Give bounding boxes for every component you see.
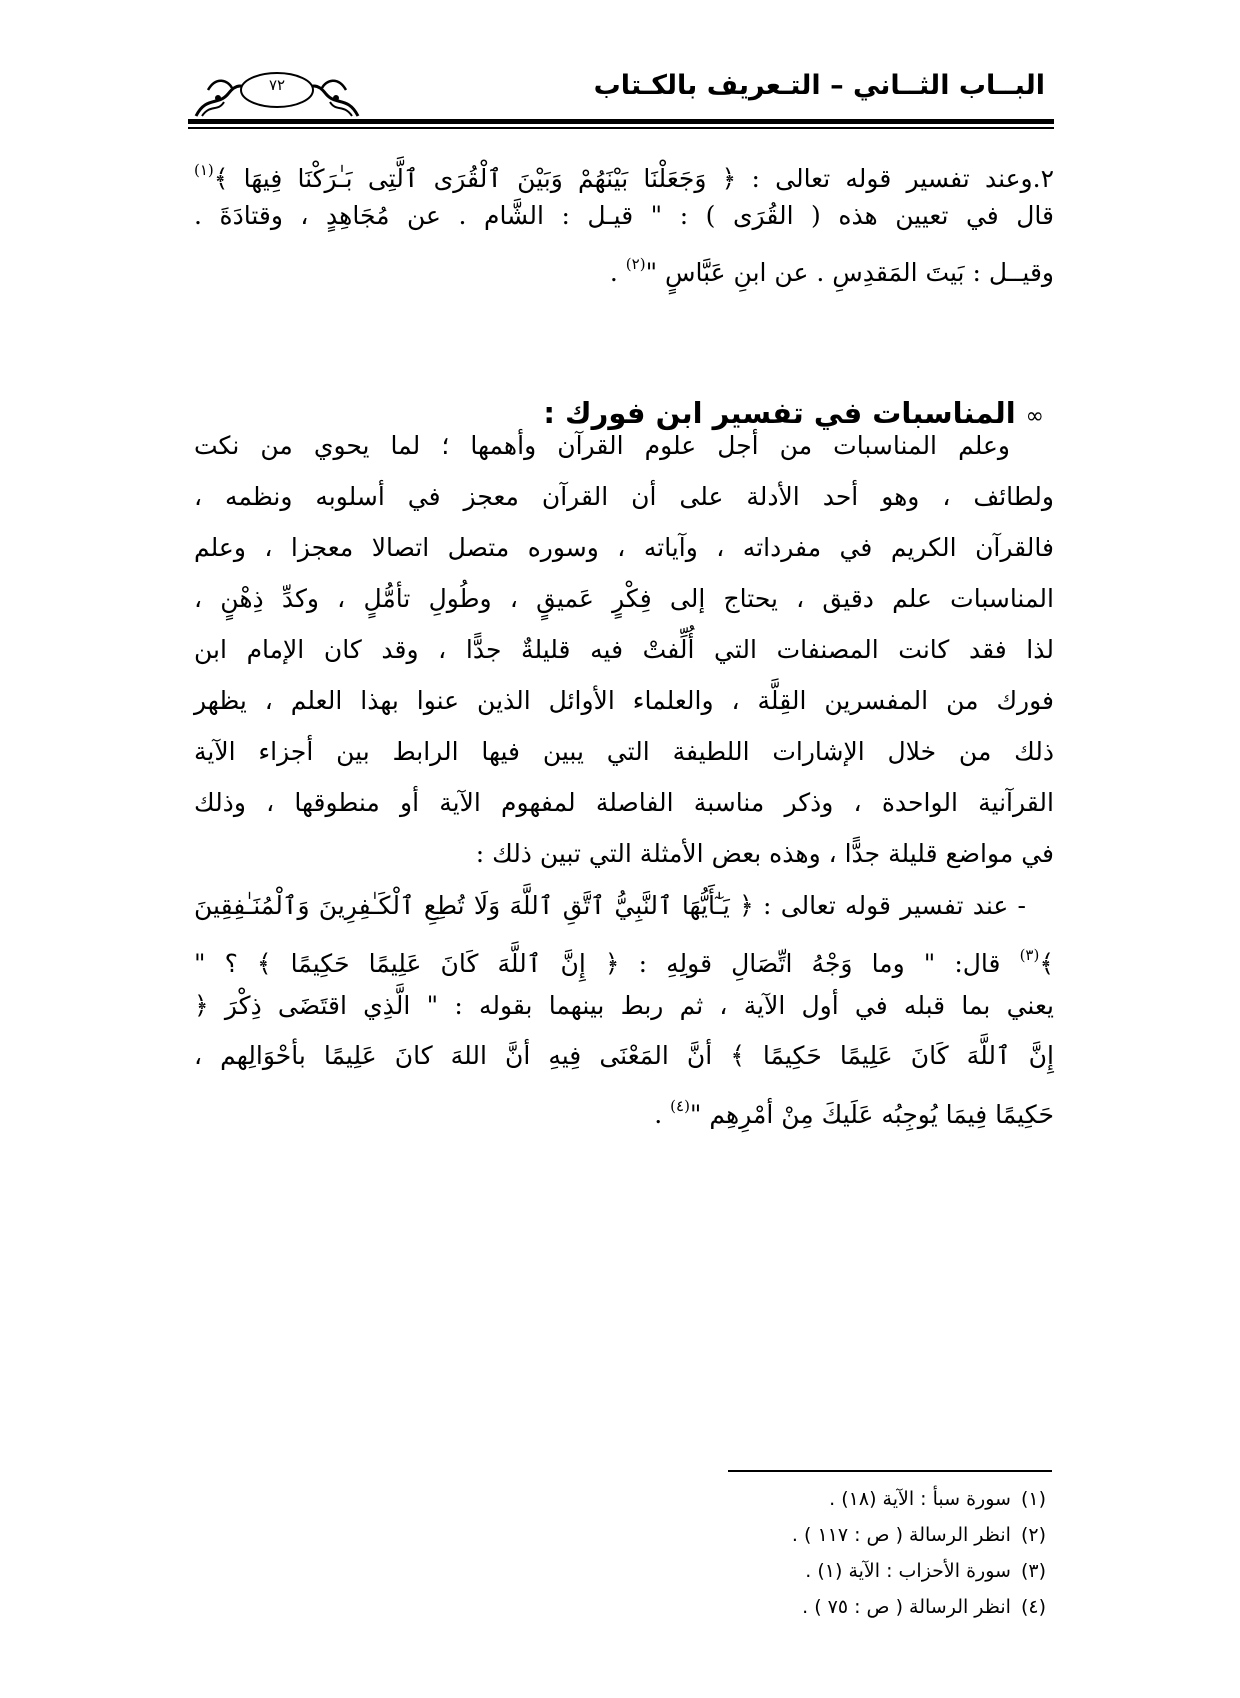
- section-heading-title: المناسبات في تفسير ابن فورك :: [543, 396, 1016, 430]
- footnote-marker: (٢): [625, 255, 646, 273]
- paragraph-line: فالقرآن الكريم في مفرداته ، وآياته ، وسوره متصل اتصالا معجزا ، وعلم: [194, 533, 1054, 562]
- paragraph-line: لذا فقد كانت المصنفات التي أُلِّفتْ فيه قليلةٌ جدًّا ، وقد كان الإمام ابن: [194, 635, 1054, 664]
- footnote-item: (٣)سورة الأحزاب : الآية (١) .: [805, 1560, 1046, 1582]
- footnote-item: (١)سورة سبأ : الآية (١٨) .: [829, 1488, 1046, 1510]
- footnote-item: (٢)انظر الرسالة ( ص : ١١٧ ) .: [791, 1524, 1046, 1546]
- paragraph-line: فورك من المفسرين القِلَّة ، والعلماء الأوائل الذين عنوا بهذا العلم ، يظهر: [194, 686, 1054, 715]
- footnote-marker: (٤): [670, 1097, 690, 1115]
- paragraph-line: ٢.وعند تفسير قوله تعالى : ﴿ وَجَعَلْنَا بَيْنَهُمْ وَبَيْنَ ٱلْقُرَى ٱلَّتِى بَـٰرَكْنَا فِيهَا ﴾$^{(١)}$: [194, 161, 1054, 193]
- header-rule-thin: [188, 127, 1054, 129]
- page-number-ornament-icon: [188, 66, 366, 122]
- footnote-marker: (١): [194, 161, 214, 179]
- page-number: ٧٢: [268, 76, 286, 94]
- paragraph-line: المناسبات علم دقيق ، يحتاج إلى فِكْرٍ عَميقٍ ، وطُولِ تأمُّلٍ ، وكدِّ ذِهْنٍ ،: [194, 584, 1054, 613]
- paragraph-line: ﴾$^{(٣)}$ قال: " وما وَجْهُ اتِّصَالِ قولِهِ : ﴿ إِنَّ ٱللَّهَ كَانَ عَلِيمًا حَكِيمًا ﴾ ؟ ": [194, 946, 1054, 978]
- paragraph-line: في مواضع قليلة جدًّا ، وهذه بعض الأمثلة التي تبين ذلك :: [475, 839, 1054, 868]
- paragraph-line: وقيــل : بَيتَ المَقدِسِ . عن ابنِ عَبَّاسٍ "$^{(٢)}$ .: [609, 255, 1054, 287]
- paragraph-line: وعلم المناسبات من أجل علوم القرآن وأهمها ؛ لما يحوي من نكت: [194, 431, 1010, 460]
- paragraph-line: - عند تفسير قوله تعالى : ﴿ يَـٰٓأَيُّهَا ٱلنَّبِيُّ ٱتَّقِ ٱللَّهَ وَلَا تُطِعِ ٱلْكَـٰفِرِينَ وَٱلْمُنَـٰفِقِينَ: [194, 891, 1026, 920]
- paragraph-line: ولطائف ، وهو أحد الأدلة على أن القرآن معجز في أسلوبه ونظمه ،: [194, 482, 1054, 511]
- section-heading: [543, 396, 1044, 430]
- paragraph-line: ذلك من خلال الإشارات اللطيفة التي يبين فيها الرابط بين أجزاء الآية: [194, 737, 1055, 766]
- footnote-item: (٤)انظر الرسالة ( ص : ٧٥ ) .: [802, 1596, 1046, 1618]
- paragraph-line: يعني بما قبله في أول الآية ، ثم ربط بينهما بقوله : " الَّذِي اقتَضَى ذِكْرَ ﴿: [194, 991, 1054, 1020]
- paragraph-line: قال في تعيين هذه ( القُرَى ) : " قيـل : الشَّام . عن مُجَاهِدٍ ، وقتادَةَ .: [194, 201, 1054, 230]
- header-rule-thick: [188, 119, 1054, 124]
- footnote-separator: [728, 1470, 1052, 1472]
- chapter-title: البــاب الثــاني – التـعريف بالكـتاب: [593, 70, 1045, 101]
- paragraph-line: حَكِيمًا فِيمَا يُوجِبُه عَلَيكَ مِنْ أمْرِهِم "$^{(٤)}$ .: [654, 1097, 1054, 1129]
- infinity-bullet-icon: ∞: [1025, 404, 1044, 429]
- footnote-marker: (٣): [1019, 946, 1040, 964]
- paragraph-line: القرآنية الواحدة ، وذكر مناسبة الفاصلة لمفهوم الآية أو منطوقها ، وذلك: [194, 788, 1054, 817]
- paragraph-line: إِنَّ ٱللَّهَ كَانَ عَلِيمًا حَكِيمًا ﴾ أنَّ المَعْنَى فِيهِ أنَّ اللهَ كانَ عَلِيمًا بأحْوَالِهم ،: [194, 1041, 1054, 1070]
